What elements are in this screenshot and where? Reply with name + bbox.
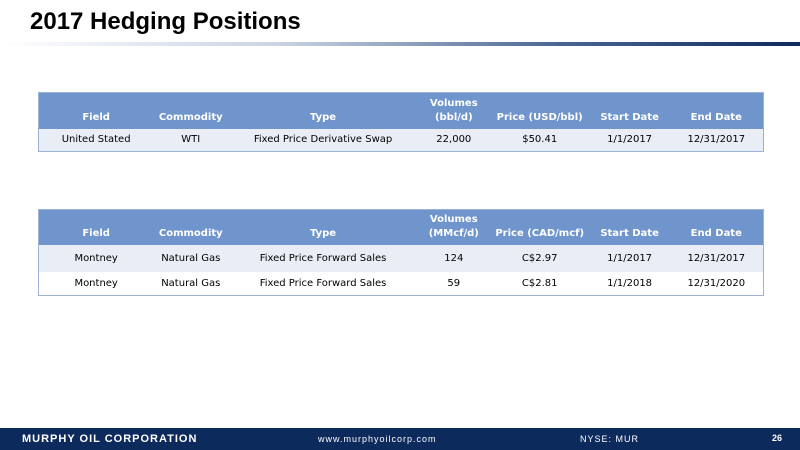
gas-hedging-table	[38, 209, 764, 296]
cell-type: Fixed Price Forward Sales	[228, 272, 418, 296]
stock-ticker: NYSE: MUR	[580, 434, 640, 444]
cell-end-date: 12/31/2017	[670, 129, 764, 152]
title-divider	[0, 42, 800, 46]
oil-hedging-table	[38, 92, 764, 152]
cell-field: Montney	[39, 272, 154, 296]
header-end-date: End Date	[670, 93, 764, 129]
header-start-date: Start Date	[590, 93, 670, 129]
page-number: 26	[771, 433, 782, 443]
cell-type: Fixed Price Forward Sales	[228, 245, 418, 272]
header-volumes-line1: Volumes	[429, 97, 478, 109]
website-text: www.murphyoilcorp.com	[318, 434, 437, 444]
header-end-date: End Date	[670, 210, 764, 245]
cell-commodity: Natural Gas	[153, 245, 228, 272]
cell-price: C$2.97	[490, 245, 590, 272]
header-volumes-line2: (MMcf/d)	[428, 227, 479, 239]
footer-bar	[0, 428, 800, 450]
header-field: Field	[39, 93, 154, 129]
header-volumes-line1: Volumes	[429, 213, 478, 225]
slide-title: 2017 Hedging Positions	[30, 8, 301, 35]
cell-volumes: 59	[418, 272, 490, 296]
header-type: Type	[228, 210, 418, 245]
header-field: Field	[39, 210, 154, 245]
cell-start-date: 1/1/2018	[590, 272, 670, 296]
table-header-row	[39, 210, 764, 245]
cell-field: Montney	[39, 245, 154, 272]
cell-end-date: 12/31/2017	[670, 245, 764, 272]
cell-price: C$2.81	[490, 272, 590, 296]
cell-commodity: WTI	[153, 129, 228, 152]
header-price: Price (USD/bbl)	[490, 93, 590, 129]
cell-type: Fixed Price Derivative Swap	[228, 129, 418, 152]
table-row	[39, 245, 764, 272]
header-type: Type	[228, 93, 418, 129]
cell-start-date: 1/1/2017	[590, 245, 670, 272]
header-volumes	[418, 93, 490, 129]
cell-commodity: Natural Gas	[153, 272, 228, 296]
cell-volumes: 124	[418, 245, 490, 272]
header-commodity: Commodity	[153, 210, 228, 245]
table-row	[39, 272, 764, 296]
company-name: MURPHY OIL CORPORATION	[22, 433, 198, 445]
table-header-row	[39, 93, 764, 129]
cell-field: United Stated	[39, 129, 154, 152]
header-commodity: Commodity	[153, 93, 228, 129]
cell-price: $50.41	[490, 129, 590, 152]
header-volumes	[418, 210, 490, 245]
cell-volumes: 22,000	[418, 129, 490, 152]
header-price: Price (CAD/mcf)	[490, 210, 590, 245]
table-row	[39, 129, 764, 152]
cell-end-date: 12/31/2020	[670, 272, 764, 296]
header-volumes-line2: (bbl/d)	[434, 111, 473, 123]
cell-start-date: 1/1/2017	[590, 129, 670, 152]
header-start-date: Start Date	[590, 210, 670, 245]
